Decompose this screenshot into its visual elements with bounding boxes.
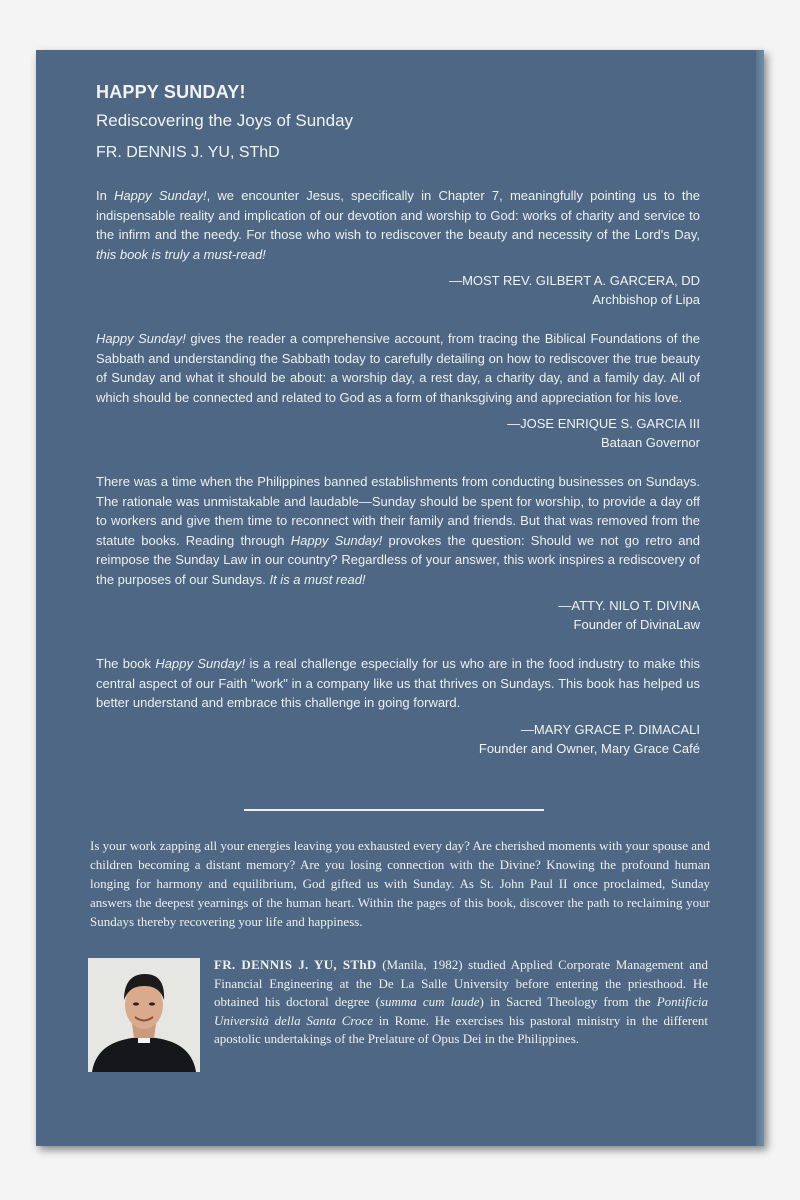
endorser-name: —MARY GRACE P. DIMACALI [520,721,700,737]
author-portrait-icon [88,958,200,1072]
endorser-role: Archbishop of Lipa [592,292,700,307]
endorser-role: Bataan Governor [600,435,700,450]
endorser-role: Founder and Owner, Mary Grace Café [478,740,700,756]
book-title: HAPPY SUNDAY! [96,82,246,102]
endorsement-attribution [96,414,700,452]
author-photo [88,958,200,1072]
cover-content [96,80,700,758]
author-bio: FR. DENNIS J. YU, SThD (Manila, 1982) studied Applied Corporate Management and Financial Engineering at the De La Salle University before entering the priesthood. He obtained his doctoral degree (summa cum laude) in Sacred Theology from the Pontificia Università della Santa Croce in Rome. He exercises his pastoral ministry in the different apostolic undertakings of the Prelature of Opus Dei in the Philippines. [214,957,708,1046]
endorsement-quote: There was a time when the Philippines banned establishments from conducting businesses on Sundays. The rationale was unmistakable and laudable—Sunday should be spent for worship, to provide a day off to workers and give them time to reconnect with their family and friends. But that was removed from the statute books. Reading through Happy Sunday! provokes the question: Should we not go retro and reimpose the Sunday Law in our country? Regardless of your answer, this work inspires a rediscovery of the purposes of our Sundays. It is a must read! [96,474,700,587]
book-back-cover [36,50,764,1146]
endorsement-quote: In Happy Sunday!, we encounter Jesus, specifically in Chapter 7, meaningfully pointing us to the indispensable reality and implication of our devotion and worship to God: works of charity and service to the infirm and the needy. For those who wish to rediscover the beauty and necessity of the Lord's Day, this book is truly a must-read! [96,188,700,262]
endorser-name: —ATTY. NILO T. DIVINA [558,598,700,613]
endorser-name: —JOSE ENRIQUE S. GARCIA III [507,416,700,431]
cover-edge [756,50,764,1146]
endorsement-attribution [96,271,700,309]
endorsement-quote: The book Happy Sunday! is a real challenge especially for us who are in the food industry to make this central aspect of our Faith "work" in a company like us that thrives on Sundays. This book has helped us better understand and embrace this challenge in going forward. [96,656,700,710]
bio-author-name: FR. DENNIS J. YU, SThD [214,957,377,972]
endorsement-attribution [96,720,700,758]
endorsement-quote: Happy Sunday! gives the reader a comprehensive account, from tracing the Biblical Foundations of the Sabbath and understanding the Sabbath today to carefully detailing on how to rediscover the true beauty of Sunday and what it should be about: a worship day, a rest day, a charity day, and a family day. All of which should be connected and related to God as a form of thanksgiving and appreciation for his love. [96,331,700,405]
book-description: Is your work zapping all your energies leaving you exhausted every day? Are cherished moments with your spouse and children becoming a distant memory? Are you losing connection with the Divine? Knowing the profound human longing for harmony and equilibrium, God gifted us with Sunday. As St. John Paul II once proclaimed, Sunday answers the deepest yearnings of the human heart. Within the pages of this book, discover the path to reclaiming your Sundays thereby recovering your life and happiness. [90,838,710,929]
endorser-role: Founder of DivinaLaw [573,617,700,632]
book-subtitle: Rediscovering the Joys of Sunday [96,111,354,130]
section-divider [244,809,544,811]
endorsement-attribution [96,596,700,634]
endorser-name: —MOST REV. GILBERT A. GARCERA, DD [449,273,700,288]
author-bio-section [88,958,708,1078]
book-author: FR. DENNIS J. YU, SThD [96,144,280,161]
